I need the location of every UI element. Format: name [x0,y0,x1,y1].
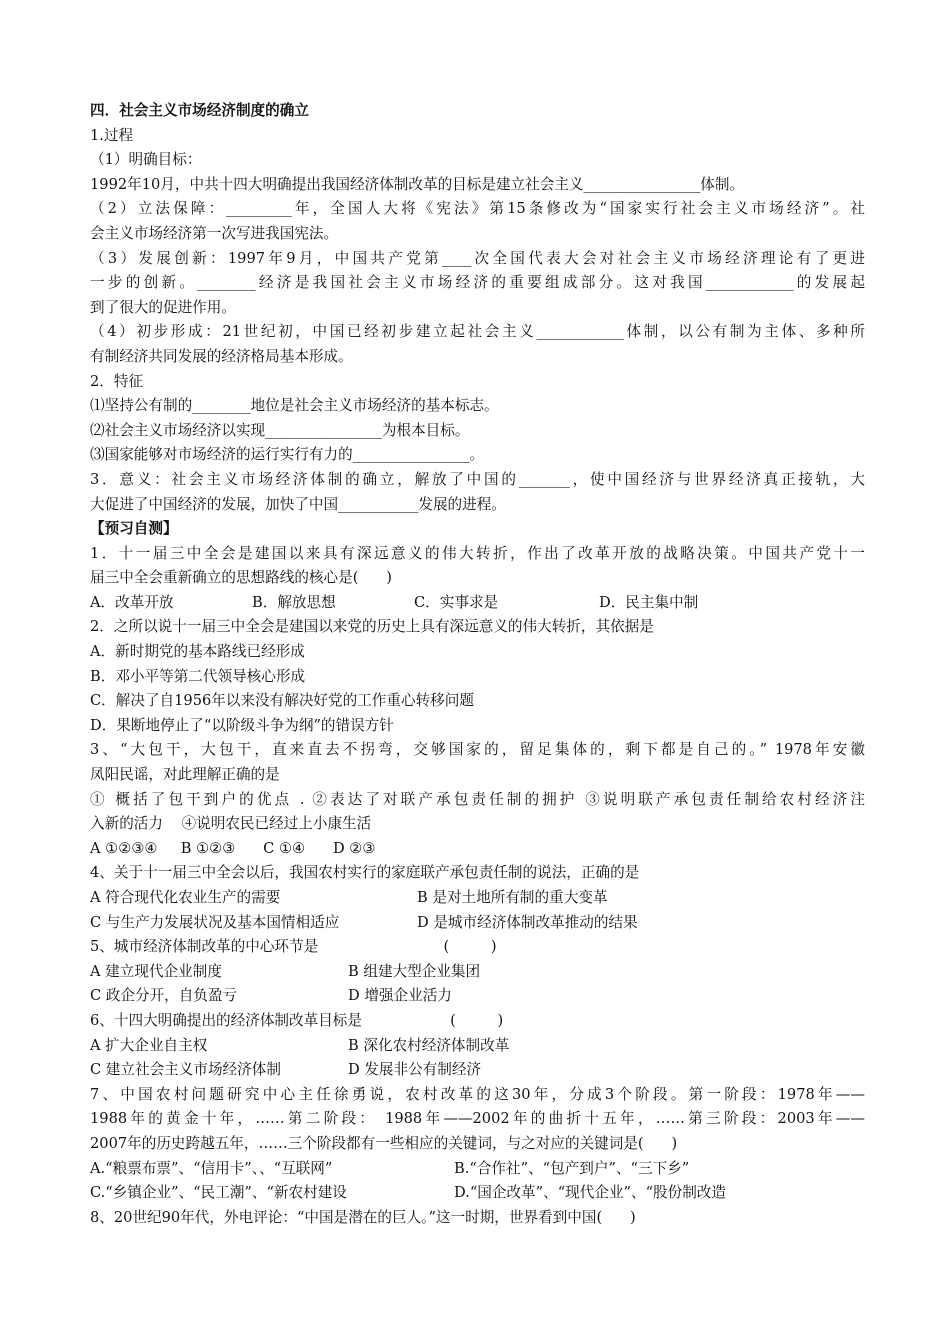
option: B 是对土地所有制的重大变革 [417,889,608,906]
option: D 增强企业活力 [348,987,452,1005]
significance-line-1: 3．意义：社会主义市场经济体制的确立，解放了中国的_______，使中国经济与世界经济真正接轨，大 [90,470,865,488]
question-6-options-row-1 [90,1034,865,1059]
question-7-line-2: 1988年的黄金十年，……第二阶段： 1988年——2002年的曲折十五年，……第三阶段：2003年—— [90,1110,865,1128]
heading-features: 2．特征 [90,372,144,390]
question-7-options-row-2 [90,1181,865,1206]
question-8: 8、20世纪90年代，外电评论：“中国是潜在的巨人。”这一时期，世界看到中国( ) [90,1208,636,1226]
question-7-line-1: 7、中国农村问题研究中心主任徐勇说，农村改革的这30年，分成3个阶段。第一阶段：1978年—— [90,1085,865,1103]
innovation-line-1: （3）发展创新：1997年9月，中国共产党第____次全国代表大会对社会主义市场经济理论有了更进 [90,249,865,267]
question-5: 5、城市经济体制改革的中心环节是 ( ) [90,938,497,956]
question-6-options-row-2 [90,1058,865,1083]
question-7-line-3: 2007年的历史跨越五年，……三个阶段都有一些相应的关键词，与之对应的关键词是( ) [90,1134,678,1152]
question-2-option-c: C．解决了自1956年以来没有解决好党的工作重心转移问题 [90,692,474,710]
option: D 发展非公有制经济 [348,1061,482,1079]
heading-process: 1.过程 [90,126,134,144]
option: A.“粮票布票”、“信用卡”、、“互联网” [90,1159,333,1177]
option: C．实事求是 [414,593,499,611]
question-4-options-row-1 [90,886,865,911]
section-title: 四．社会主义市场经济制度的确立 [90,102,309,119]
question-4: 4、关于十一届三中全会以后，我国农村实行的家庭联产承包责任制的说法，正确的是 [90,864,640,882]
legislation-line-2: 会主义市场经济第一次写进我国宪法。 [90,224,339,242]
document-page [90,99,865,1230]
question-1-line-2: 届三中全会重新确立的思想路线的核心是( ) [90,569,392,587]
option: B 组建大型企业集团 [348,962,481,980]
feature-3: ⑶国家能够对市场经济的运行实行有力的________________。 [90,446,485,464]
question-7-options-row-1 [90,1157,865,1182]
feature-2: ⑵社会主义市场经济以实现________________为根本目标。 [90,421,470,439]
subheading-goal: （1）明确目标： [90,151,202,169]
option: C 政企分开，自负盈亏 [90,987,238,1005]
option: D.“国企改革”、“现代企业”、“股份制改造 [454,1184,727,1202]
option: B 深化农村经济体制改革 [348,1036,510,1054]
significance-line-2: 大促进了中国经济的发展，加快了中国___________发展的进程。 [90,495,506,513]
option: A 符合现代化农业生产的需要 [90,889,281,906]
question-5-options-row-1 [90,960,865,985]
option: B．解放思想 [252,593,336,611]
question-3-line-4: 入新的活力 ④说明农民已经过上小康生活 [90,815,372,833]
question-4-options-row-2 [90,911,865,936]
question-2: 2．之所以说十一届三中全会是建国以来党的历史上具有深远意义的伟大转折，其依据是 [90,618,654,636]
question-3-line-3: ① 概括了包干到户的优点 . ②表达了对联产承包责任制的拥护 ③说明联产承包责任制给农村经济注 [90,790,865,808]
question-2-option-b: B．邓小平等第二代领导核心形成 [90,667,306,685]
option: C.“乡镇企业”、“民工潮”、“新农村建设 [90,1184,347,1202]
formation-line-2: 有制经济共同发展的经济格局基本形成。 [90,347,353,365]
innovation-line-2: 一步的创新。________经济是我国社会主义市场经济的重要组成部分。这对我国____________的发展起 [90,274,865,292]
goal-text: 1992年10月，中共十四大明确提出我国经济体制改革的目标是建立社会主义________________体制。 [90,175,745,193]
option: D．民主集中制 [599,593,699,611]
option: C 与生产力发展状况及基本国情相适应 [90,913,340,931]
feature-1: ⑴坚持公有制的________地位是社会主义市场经济的基本标志。 [90,397,499,415]
question-6: 6、十四大明确提出的经济体制改革目标是 ( ) [90,1011,504,1029]
question-1-line-1: 1．十一届三中全会是建国以来具有深远意义的伟大转折，作出了改革开放的战略决策。中国共产党十一 [90,544,865,562]
option: A 扩大企业自主权 [90,1036,208,1054]
self-test-heading: 【预习自测】 [90,520,178,538]
option: D 是城市经济体制改革推动的结果 [417,913,638,931]
question-2-option-a: A．新时期党的基本路线已经形成 [90,643,305,661]
question-2-option-d: D．果断地停止了“以阶级斗争为纲”的错误方针 [90,716,394,734]
option: B.“合作社”、“包产到户”、“三下乡” [454,1159,690,1177]
option: C 建立社会主义市场经济体制 [90,1061,281,1079]
question-1-options [90,591,865,616]
option: A 建立现代企业制度 [90,962,222,980]
option: A．改革开放 [90,593,174,611]
formation-line-1: （4）初步形成：21世纪初，中国已经初步建立起社会主义____________体制，以公有制为主体、多种所 [90,323,865,341]
question-5-options-row-2 [90,984,865,1009]
legislation-line-1: （2）立法保障：_________年，全国人大将《宪法》第15条修改为“国家实行社会主义市场经济”。社 [90,200,865,218]
question-3-line-1: 3、“大包干，大包干，直来直去不拐弯，交够国家的，留足集体的，剩下都是自己的。” 1978年安徽 [90,741,865,759]
question-3-line-2: 凤阳民谣，对此理解正确的是 [90,766,280,784]
innovation-line-3: 到了很大的促进作用。 [90,298,236,316]
question-3-options: A ①②③④ B ①②③ C ①④ D ②③ [90,839,376,857]
